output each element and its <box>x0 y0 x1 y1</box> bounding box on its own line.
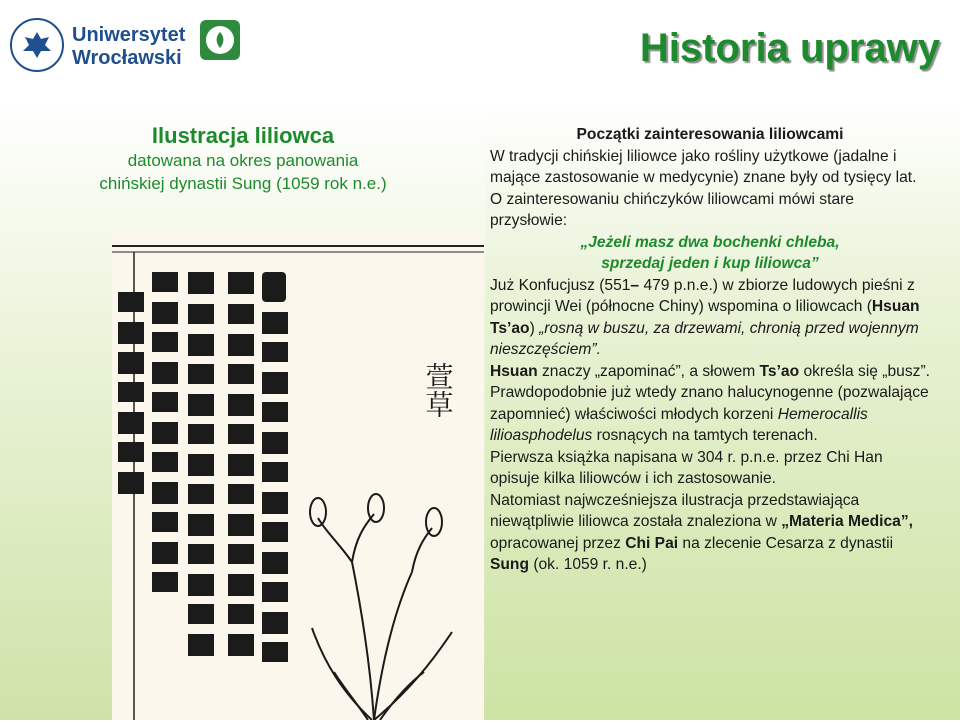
paragraph-4: Hsuan znaczy „zapominać”, a słowem Ts’ao określa się „busz”. <box>490 362 930 380</box>
paragraph-3: Już Konfucjusz (551– 479 p.n.e.) w zbiorze ludowych pieśni z prowincji Wei (północne Chiny) wspomina o liliowcach (Hsuan Ts’ao) „rosną w buszu, za drzewami, chronią przed wojennym nieszczęściem”. <box>490 276 920 358</box>
illustration-caption <box>0 123 486 195</box>
paragraph-7: Natomiast najwcześniejsza ilustracja przedstawiająca niewątpliwie liliowca została znaleziona w „Materia Medica”, opracowanej przez Chi Pai na zlecenie Cesarza z dynastii Sung (ok. 1059 r. n.e.) <box>490 491 913 573</box>
page-title: Historia uprawy <box>639 26 940 70</box>
lily-woodcut-illustration <box>112 232 484 720</box>
paragraph-1: W tradycji chińskiej liliowce jako rośliny użytkowe (jadalne i mające zastosowanie w medycynie) znane były od tysięcy lat. <box>490 147 917 186</box>
eagle-emblem-icon <box>10 18 64 72</box>
lily-plant-drawing <box>310 494 452 720</box>
caption-line-2: chińskiej dynastii Sung (1059 rok n.e.) <box>99 174 387 193</box>
history-text <box>490 124 930 576</box>
caption-title: Ilustracja liliowca <box>151 123 335 148</box>
proverb-line-1: „Jeżeli masz dwa bochenki chleba, <box>580 233 840 251</box>
chinese-text-columns <box>118 272 288 662</box>
university-logo <box>10 18 190 78</box>
paragraph-5: Prawdopodobnie już wtedy znano halucynogenne (pozwalające zapomnieć) właściwości młodych korzeni Hemerocallis lilioasphodelus rosnących na tamtych terenach. <box>490 384 929 444</box>
section-heading: Początki zainteresowania liliowcami <box>576 126 844 143</box>
proverb-line-2: sprzedaj jeden i kup liliowca” <box>601 255 819 272</box>
paragraph-6: Pierwsza książka napisana w 304 r. p.n.e. przez Chi Han opisuje kilka liliowców i ich zastosowanie. <box>490 448 883 487</box>
paragraph-2: O zainteresowaniu chińczyków liliowcami mówi stare przysłowie: <box>490 190 854 229</box>
faculty-badge-icon <box>200 20 240 60</box>
caption-line-1: datowana na okres panowania <box>127 151 359 170</box>
university-name: Uniwersytet Wrocławski <box>72 24 186 69</box>
illustration-side-caption: 萱草 <box>421 362 455 418</box>
